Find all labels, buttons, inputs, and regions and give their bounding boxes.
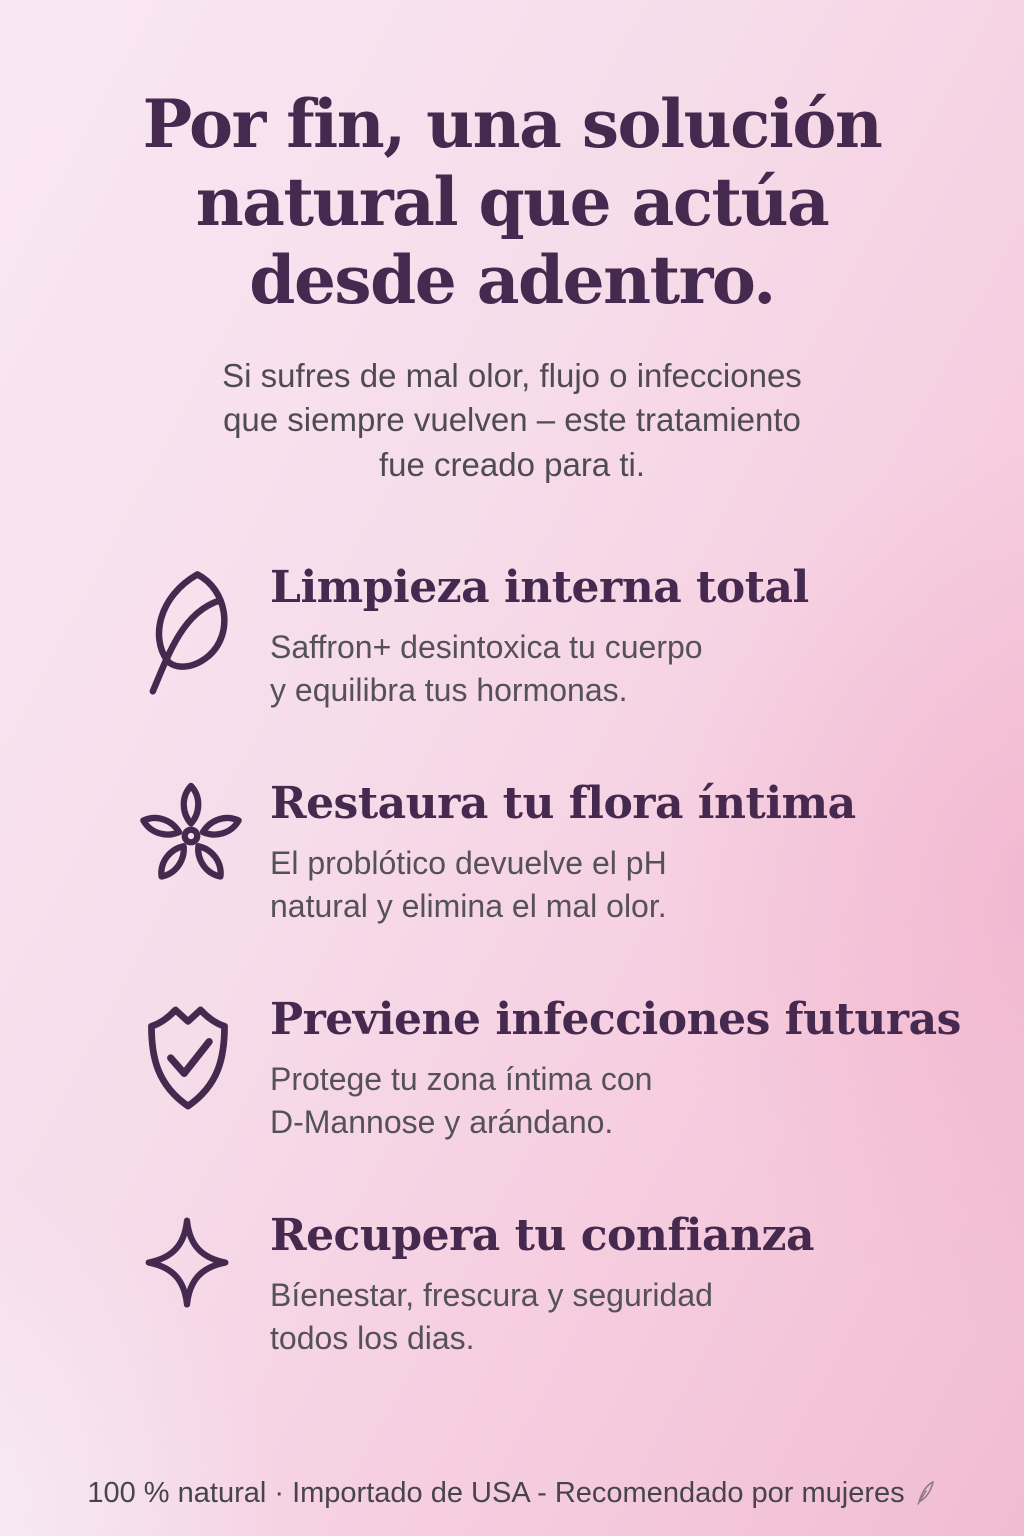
feature-body-line: D-Mannose y arándano. <box>270 1103 614 1140</box>
feature-list <box>0 563 1024 1373</box>
page-title <box>0 0 1024 320</box>
title-line: Por fin, una solución <box>142 85 882 163</box>
feature-item-flora <box>138 779 984 941</box>
sketch-leaf-icon <box>915 1478 937 1514</box>
feature-title: Recupera tu confianza <box>270 1210 815 1262</box>
feature-title: Previene infecciones futuras <box>270 994 961 1046</box>
feature-body-line: y equilibra tus hormonas. <box>270 671 628 708</box>
feature-item-confianza <box>138 1211 984 1373</box>
feature-body-line: Protege tu zona íntima con <box>270 1060 653 1097</box>
feature-text <box>270 1211 814 1359</box>
feature-title: Restaura tu flora íntima <box>270 778 856 830</box>
subtitle-line: que siempre vuelven – este tratamiento <box>223 401 801 439</box>
feature-body <box>270 1274 814 1360</box>
feature-body-line: El problótico devuelve el pH <box>270 844 667 881</box>
feature-body-line: todos los dias. <box>270 1319 475 1356</box>
footer-claims <box>0 1477 1024 1514</box>
feature-text <box>270 563 809 711</box>
shield-check-icon <box>138 995 270 1119</box>
feature-body <box>270 842 856 928</box>
feature-title: Limpieza interna total <box>270 562 809 614</box>
feature-text <box>270 779 856 927</box>
title-line: desde adentro. <box>249 240 775 319</box>
footer-text: 100 % natural · Importado de USA - Recomendado por mujeres <box>87 1477 905 1509</box>
subtitle-line: Si sufres de mal olor, flujo o infecciones <box>222 356 802 394</box>
feature-body-line: Bíenestar, frescura y seguridad <box>270 1276 713 1313</box>
feature-text <box>270 995 961 1143</box>
title-line: natural que actúa <box>195 162 829 241</box>
subtitle-line: fue creado para ti. <box>379 445 645 483</box>
feature-body <box>270 626 809 712</box>
leaf-icon <box>138 563 270 697</box>
sparkle-icon <box>138 1211 270 1321</box>
feature-body <box>270 1058 961 1144</box>
feature-item-previene <box>138 995 984 1157</box>
feature-body-line: Saffron+ desintoxica tu cuerpo <box>270 628 703 665</box>
feature-item-limpieza <box>138 563 984 725</box>
flower-icon <box>138 779 270 891</box>
feature-body-line: natural y elimina el mal olor. <box>270 887 667 924</box>
page-subtitle <box>0 354 1024 488</box>
